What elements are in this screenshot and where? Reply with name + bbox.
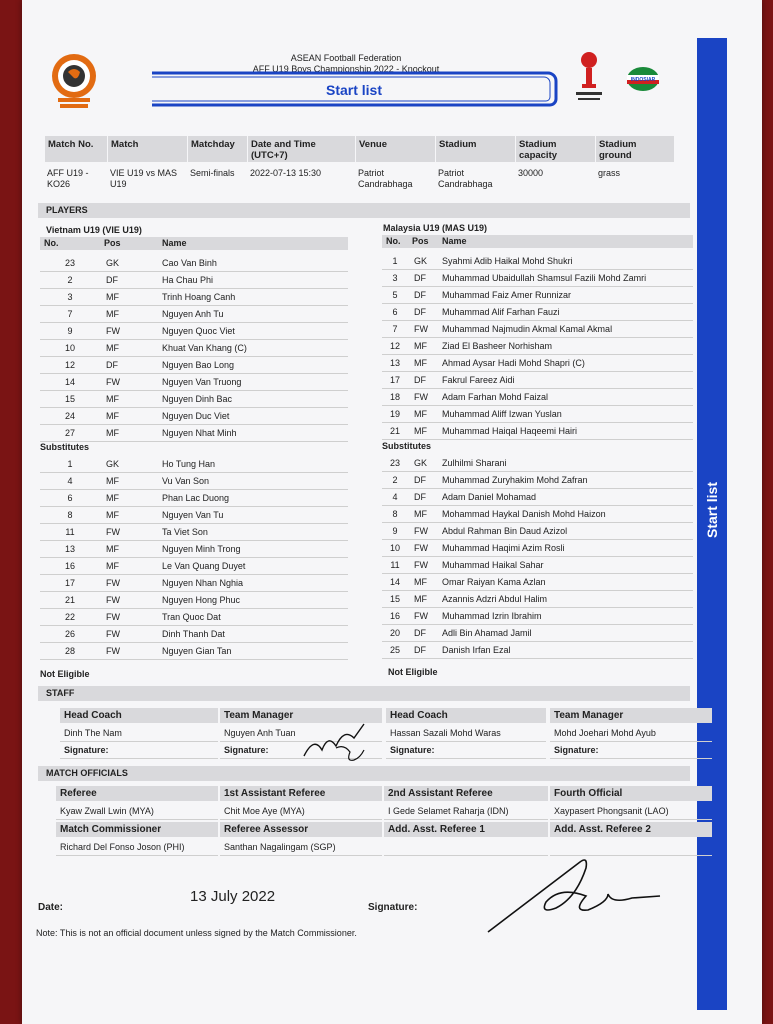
staff-role-header: Head Coach (60, 708, 218, 723)
player-row (382, 557, 693, 574)
player-row (382, 355, 693, 372)
player-number: 9 (392, 526, 398, 536)
player-position: FW (414, 324, 428, 334)
player-position: FW (106, 578, 120, 588)
player-number: 18 (389, 392, 400, 402)
player-number: 11 (65, 527, 75, 537)
player-number: 24 (64, 411, 75, 421)
commissioner-signature (484, 852, 664, 938)
player-position: MF (414, 577, 427, 587)
player-name: Adli Bin Ahamad Jamil (442, 628, 532, 638)
player-name: Muhammad Haikal Sahar (442, 560, 544, 570)
player-number: 21 (64, 595, 75, 605)
match-value-cell: Patriot Candrabhaga (438, 168, 493, 189)
player-name: Nguyen Gian Tan (162, 646, 232, 656)
player-name: Vu Van Son (162, 476, 210, 486)
player-number: 3 (67, 292, 73, 302)
player-position: DF (106, 360, 118, 370)
indosiar-logo (625, 65, 661, 93)
player-name: Nguyen Van Tu (162, 510, 224, 520)
player-row (382, 304, 693, 321)
staff-name: Hassan Sazali Mohd Waras (386, 725, 546, 742)
player-number: 21 (389, 426, 400, 436)
player-row (40, 490, 348, 507)
staff-signature-label: Signature: (220, 742, 382, 759)
player-position: MF (106, 476, 119, 486)
player-position: MF (106, 309, 119, 319)
lineup-col-header: No. (386, 236, 401, 246)
player-position: DF (414, 645, 426, 655)
player-position: MF (106, 292, 119, 302)
official-role-header: Add. Asst. Referee 2 (550, 822, 712, 837)
player-name: Mohammad Haykal Danish Mohd Haizon (442, 509, 606, 519)
staff-name: Nguyen Anh Tuan (220, 725, 382, 742)
official-role-header: 1st Assistant Referee (220, 786, 382, 801)
player-name: Muhammad Izrin Ibrahim (442, 611, 542, 621)
player-number: 28 (64, 646, 75, 656)
player-name: Nguyen Nhan Nghia (162, 578, 244, 588)
lineup-header-row (382, 235, 693, 248)
date-value: 13 July 2022 (190, 888, 276, 905)
match-header-cell: Stadium (436, 136, 515, 162)
player-number: 16 (64, 561, 75, 571)
player-name: Khuat Van Khang (C) (162, 343, 247, 353)
player-number: 14 (389, 577, 400, 587)
player-row (382, 253, 693, 270)
player-name: Syahmi Adib Haikal Mohd Shukri (442, 256, 573, 266)
player-number: 1 (392, 256, 398, 266)
player-position: MF (414, 594, 427, 604)
player-name: Ha Chau Phi (162, 275, 214, 285)
side-title-text: Start list (704, 481, 721, 539)
match-header-cell: Date and Time (UTC+7) (248, 136, 355, 162)
player-position: FW (106, 629, 120, 639)
staff-role-header: Head Coach (386, 708, 546, 723)
player-position: MF (414, 341, 427, 351)
player-row (382, 472, 693, 489)
player-position: DF (414, 375, 426, 385)
competition-name: AFF U19 Boys Championship 2022 - Knockout (252, 64, 440, 74)
player-row (40, 425, 348, 442)
player-number: 15 (389, 594, 400, 604)
staff-signature-label: Signature: (60, 742, 218, 759)
staff-role-header: Team Manager (550, 708, 712, 723)
player-number: 6 (392, 307, 398, 317)
player-row (40, 340, 348, 357)
match-header-cell: Stadium capacity (516, 136, 595, 162)
player-number: 1 (67, 459, 73, 469)
player-number: 17 (389, 375, 400, 385)
player-number: 22 (64, 612, 75, 622)
player-name: Tran Quoc Dat (162, 612, 221, 622)
player-name: Nguyen Quoc Viet (162, 326, 235, 336)
player-name: Ho Tung Han (162, 459, 216, 469)
aff-logo (48, 52, 100, 114)
player-row (382, 287, 693, 304)
player-row (40, 357, 348, 374)
player-position: GK (106, 258, 120, 268)
player-position: DF (414, 290, 426, 300)
player-row (40, 408, 348, 425)
player-row (382, 389, 693, 406)
lineup-col-header: Name (442, 236, 467, 246)
player-row (382, 406, 693, 423)
player-position: GK (106, 459, 120, 469)
player-position: MF (106, 394, 119, 404)
player-position: MF (414, 509, 427, 519)
player-position: MF (106, 428, 119, 438)
player-name: Azannis Adzri Abdul Halim (442, 594, 548, 604)
player-position: FW (106, 646, 120, 656)
player-name: Muhammad Haiqal Haqeemi Hairi (442, 426, 578, 436)
player-number: 19 (389, 409, 400, 419)
player-number: 10 (389, 543, 400, 553)
official-name: Kyaw Zwall Lwin (MYA) (56, 803, 218, 820)
player-number: 12 (389, 341, 400, 351)
lineup-col-header: Name (162, 238, 187, 248)
player-position: FW (414, 560, 428, 570)
player-row (40, 374, 348, 391)
player-name: Nguyen Van Truong (162, 377, 242, 387)
player-row (40, 391, 348, 408)
player-position: FW (106, 326, 120, 336)
player-position: FW (414, 526, 428, 536)
official-name: Xaypasert Phongsanit (LAO) (550, 803, 712, 820)
team-manager-signature (300, 718, 382, 764)
player-row (40, 323, 348, 340)
player-name: Nguyen Dinh Bac (162, 394, 233, 404)
official-name: Chit Moe Aye (MYA) (220, 803, 382, 820)
player-name: Phan Lac Duong (162, 493, 230, 503)
player-name: Le Van Quang Duyet (162, 561, 246, 571)
match-value-cell: VIE U19 vs MAS U19 (110, 168, 178, 189)
team-a-name: Vietnam U19 (VIE U19) (46, 225, 142, 235)
officials-section-header: MATCH OFFICIALS (38, 766, 690, 781)
player-position: MF (106, 411, 119, 421)
player-row (40, 575, 348, 592)
lineup-col-header: Pos (104, 238, 121, 248)
player-number: 12 (64, 360, 75, 370)
player-number: 7 (67, 309, 73, 319)
player-name: Nguyen Anh Tu (162, 309, 224, 319)
player-position: FW (414, 543, 428, 553)
player-position: FW (106, 595, 120, 605)
match-value-cell: 2022-07-13 15:30 (250, 168, 322, 178)
player-name: Nguyen Bao Long (162, 360, 235, 370)
player-number: 13 (64, 544, 75, 554)
official-name: Richard Del Fonso Joson (PHI) (56, 839, 218, 856)
lineup-col-header: Pos (412, 236, 429, 246)
staff-section-header: STAFF (38, 686, 690, 701)
player-position: DF (414, 492, 426, 502)
player-row (382, 506, 693, 523)
player-number: 26 (64, 629, 75, 639)
player-number: 9 (67, 326, 73, 336)
substitutes-label: Substitutes (382, 441, 432, 451)
player-number: 15 (64, 394, 75, 404)
match-header-cell: Match (108, 136, 187, 162)
player-position: MF (106, 544, 119, 554)
player-name: Nguyen Nhat Minh (162, 428, 237, 438)
player-row (40, 473, 348, 490)
player-number: 2 (67, 275, 73, 285)
date-label: Date: (38, 902, 64, 913)
player-row (382, 642, 693, 659)
player-name: Nguyen Duc Viet (162, 411, 230, 421)
player-name: Muhammad Haqimi Azim Rosli (442, 543, 565, 553)
player-name: Muhammad Faiz Amer Runnizar (442, 290, 572, 300)
championship-logo (574, 48, 604, 108)
official-role-header: Match Commissioner (56, 822, 218, 837)
player-number: 8 (392, 509, 398, 519)
official-role-header: Add. Asst. Referee 1 (384, 822, 548, 837)
player-number: 13 (389, 358, 400, 368)
official-name: I Gede Selamet Raharja (IDN) (384, 803, 548, 820)
player-position: DF (414, 475, 426, 485)
player-name: Nguyen Hong Phuc (162, 595, 241, 605)
player-row (40, 541, 348, 558)
team-b-not-eligible: Not Eligible (388, 667, 438, 677)
player-position: FW (106, 527, 120, 537)
match-header-cell: Match No. (45, 136, 107, 162)
player-name: Fakrul Fareez Aidi (442, 375, 515, 385)
player-position: MF (106, 493, 119, 503)
player-row (382, 523, 693, 540)
player-name: Muhammad Ubaidullah Shamsul Fazili Mohd Zamri (442, 273, 647, 283)
footer-note: Note: This is not an official document unless signed by the Match Commissioner. (36, 928, 357, 938)
player-name: Muhammad Aliff Izwan Yuslan (442, 409, 562, 419)
player-row (382, 423, 693, 440)
player-name: Muhammad Zuryhakim Mohd Zafran (442, 475, 588, 485)
player-row (40, 306, 348, 323)
player-number: 4 (392, 492, 398, 502)
player-position: DF (414, 628, 426, 638)
players-section-header: PLAYERS (38, 203, 690, 218)
match-value-cell: 30000 (518, 168, 544, 178)
player-name: Ta Viet Son (162, 527, 208, 537)
player-name: Dinh Thanh Dat (162, 629, 225, 639)
player-position: FW (106, 377, 120, 387)
player-row (382, 608, 693, 625)
official-name: Santhan Nagalingam (SGP) (220, 839, 382, 856)
player-row (382, 625, 693, 642)
player-row (40, 558, 348, 575)
player-position: FW (414, 611, 428, 621)
player-row (382, 574, 693, 591)
player-number: 8 (67, 510, 73, 520)
player-row (40, 255, 348, 272)
player-number: 7 (392, 324, 398, 334)
player-number: 25 (389, 645, 400, 655)
player-name: Omar Raiyan Kama Azlan (442, 577, 546, 587)
staff-signature-label: Signature: (550, 742, 712, 759)
match-value-cell: grass (598, 168, 621, 178)
player-number: 14 (64, 377, 75, 387)
player-name: Muhammad Najmudin Akmal Kamal Akmal (442, 324, 613, 334)
player-name: Cao Van Binh (162, 258, 217, 268)
player-position: MF (414, 426, 427, 436)
player-name: Trinh Hoang Canh (162, 292, 236, 302)
player-number: 16 (389, 611, 400, 621)
staff-signature-label: Signature: (386, 742, 546, 759)
substitutes-label: Substitutes (40, 442, 90, 452)
player-number: 23 (389, 458, 400, 468)
lineup-header-row (40, 237, 348, 250)
player-name: Zulhilmi Sharani (442, 458, 507, 468)
player-number: 3 (392, 273, 398, 283)
official-role-header: Referee Assessor (220, 822, 382, 837)
player-row (382, 321, 693, 338)
match-value-cell: AFF U19 - KO26 (47, 168, 89, 189)
player-row (40, 272, 348, 289)
player-number: 27 (64, 428, 75, 438)
player-number: 17 (64, 578, 75, 588)
player-position: FW (414, 392, 428, 402)
org-name: ASEAN Football Federation (290, 53, 402, 63)
player-row (40, 524, 348, 541)
player-name: Ziad El Basheer Norhisham (442, 341, 553, 351)
player-name: Adam Farhan Mohd Faizal (442, 392, 549, 402)
official-role-header: Fourth Official (550, 786, 712, 801)
team-b-name: Malaysia U19 (MAS U19) (383, 223, 488, 233)
side-title (697, 470, 727, 550)
player-number: 20 (389, 628, 400, 638)
player-name: Nguyen Minh Trong (162, 544, 241, 554)
player-name: Danish Irfan Ezal (442, 645, 511, 655)
player-number: 11 (390, 560, 400, 570)
staff-name: Mohd Joehari Mohd Ayub (550, 725, 712, 742)
player-position: MF (414, 409, 427, 419)
player-row (382, 372, 693, 389)
match-header-cell: Stadium ground (596, 136, 674, 162)
player-position: MF (414, 358, 427, 368)
player-row (40, 626, 348, 643)
player-position: FW (106, 612, 120, 622)
player-row (40, 289, 348, 306)
player-row (40, 456, 348, 473)
player-position: DF (414, 273, 426, 283)
player-row (40, 643, 348, 660)
match-header-cell: Matchday (188, 136, 247, 162)
player-row (382, 455, 693, 472)
match-value-cell: Patriot Candrabhaga (358, 168, 413, 189)
player-number: 4 (67, 476, 73, 486)
team-a-not-eligible: Not Eligible (40, 669, 90, 679)
player-number: 23 (64, 258, 75, 268)
player-position: MF (106, 343, 119, 353)
player-position: GK (414, 256, 428, 266)
player-name: Muhammad Alif Farhan Fauzi (442, 307, 560, 317)
player-row (40, 507, 348, 524)
lineup-col-header: No. (44, 238, 59, 248)
player-row (382, 591, 693, 608)
match-header-cell: Venue (356, 136, 435, 162)
player-position: GK (414, 458, 428, 468)
player-number: 5 (392, 290, 398, 300)
player-position: DF (106, 275, 118, 285)
start-list-title: Start list (325, 82, 382, 98)
player-number: 10 (64, 343, 75, 353)
player-position: MF (106, 510, 119, 520)
staff-name: Dinh The Nam (60, 725, 218, 742)
match-value-cell: Semi-finals (190, 168, 235, 178)
staff-role-header: Team Manager (220, 708, 382, 723)
player-row (382, 540, 693, 557)
indosiar-text: INDOSIAR (630, 77, 656, 83)
footer-signature-label: Signature: (368, 902, 418, 913)
official-role-header: 2nd Assistant Referee (384, 786, 548, 801)
player-name: Abdul Rahman Bin Daud Azizol (442, 526, 568, 536)
player-name: Ahmad Aysar Hadi Mohd Shapri (C) (442, 358, 585, 368)
official-role-header: Referee (56, 786, 218, 801)
player-row (382, 489, 693, 506)
player-row (40, 592, 348, 609)
player-row (40, 609, 348, 626)
player-number: 2 (392, 475, 398, 485)
player-position: MF (106, 561, 119, 571)
player-name: Adam Daniel Mohamad (442, 492, 537, 502)
player-row (382, 338, 693, 355)
player-number: 6 (67, 493, 73, 503)
player-row (382, 270, 693, 287)
player-position: DF (414, 307, 426, 317)
